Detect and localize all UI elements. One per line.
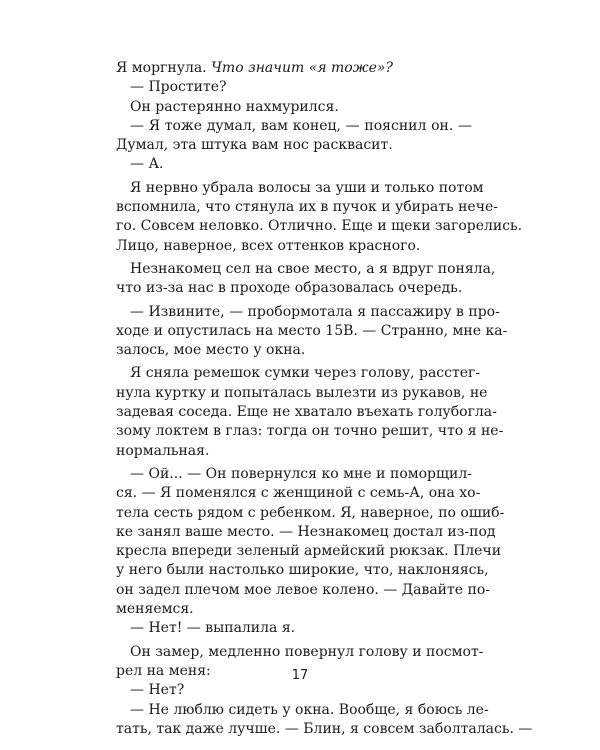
text-line: ходе и опустилась на место 15В. — Странно, мне ка- bbox=[116, 322, 508, 339]
text-line: нормальная. bbox=[116, 442, 210, 459]
text-line: вспомнила, что стянула их в пучок и убирать нече- bbox=[116, 199, 498, 216]
text-line: Я нервно убрала волосы за уши и только потом bbox=[130, 179, 484, 196]
text-line: — Извините, — пробормотала я пассажиру в про- bbox=[130, 303, 500, 320]
text-line: — Не люблю сидеть у окна. Вообще, я боюсь ле- bbox=[130, 701, 489, 718]
text-line: кресла впереди зеленый армейский рюкзак. Плечи bbox=[116, 543, 502, 560]
text-line: тать, так даже лучше. — Блин, я совсем заболталась. — bbox=[116, 720, 533, 737]
paragraph bbox=[116, 260, 496, 299]
paragraph bbox=[116, 98, 472, 117]
text-line: задевая соседа. Еще не хватало въехать голубогла- bbox=[116, 404, 497, 421]
text-line: — Ой... — Он повернулся ко мне и поморщил- bbox=[130, 465, 472, 482]
text-line: Он замер, медленно повернул голову и посмот- bbox=[130, 643, 484, 660]
text-line: Лицо, наверное, всех оттенков красного. bbox=[116, 237, 421, 254]
text-line: у него были настолько широкие, что, наклоняясь, bbox=[116, 562, 489, 579]
paragraph bbox=[116, 619, 472, 638]
text-line: что из-за нас в проходе образовалась очередь. bbox=[116, 280, 463, 297]
paragraph bbox=[116, 364, 504, 460]
paragraph bbox=[116, 701, 533, 740]
paragraph bbox=[116, 179, 523, 256]
text-line: ке занял ваше место. — Незнакомец достал из-под bbox=[116, 523, 496, 540]
text-line: Незнакомец сел на свое место, а я вдруг поняла, bbox=[130, 260, 496, 277]
paragraph bbox=[116, 465, 505, 619]
text-line: Я сняла ремешок сумки через голову, расстег- bbox=[130, 365, 481, 382]
paragraph bbox=[116, 78, 472, 97]
text-line: меняемся. bbox=[116, 601, 194, 618]
text-line: зому локтем в глаз: тогда он точно решит, что я не- bbox=[116, 423, 504, 440]
text-line: нула куртку и попыталась вылезти из рукавов, не bbox=[116, 384, 488, 401]
text-line: — А. bbox=[130, 156, 164, 173]
text-line: го. Совсем неловко. Отлично. Еще и щеки загорелись. bbox=[116, 218, 523, 235]
text-line: Думал, эта штука вам нос расквасит. bbox=[116, 137, 393, 154]
paragraph bbox=[116, 303, 508, 361]
body-text bbox=[116, 59, 533, 739]
paragraph bbox=[116, 681, 472, 700]
text-line: — Простите? bbox=[130, 79, 227, 96]
text-line: — Я тоже думал, вам конец, — пояснил он. — bbox=[130, 117, 472, 134]
text-line: он задел плечом мое левое колено. — Давайте по- bbox=[116, 581, 490, 598]
page-number: 17 bbox=[291, 668, 309, 683]
paragraph bbox=[116, 59, 472, 78]
paragraph bbox=[116, 117, 472, 156]
text-line: рел на меня: bbox=[116, 662, 211, 679]
text-line: ся. — Я поменялся с женщиной с семь-А, она хо- bbox=[116, 485, 481, 502]
paragraph bbox=[116, 155, 472, 174]
text-line: тела сесть рядом с ребенком. Я, наверное, по ошиб- bbox=[116, 504, 505, 521]
text-line: — Нет! — выпалила я. bbox=[130, 620, 296, 637]
text-line: — Нет? bbox=[130, 682, 185, 699]
text-line: Он растерянно нахмурился. bbox=[130, 98, 339, 115]
text-line: Я моргнула. Что значит «я тоже»? bbox=[116, 60, 393, 76]
text-line: залось, мое место у окна. bbox=[116, 342, 306, 359]
